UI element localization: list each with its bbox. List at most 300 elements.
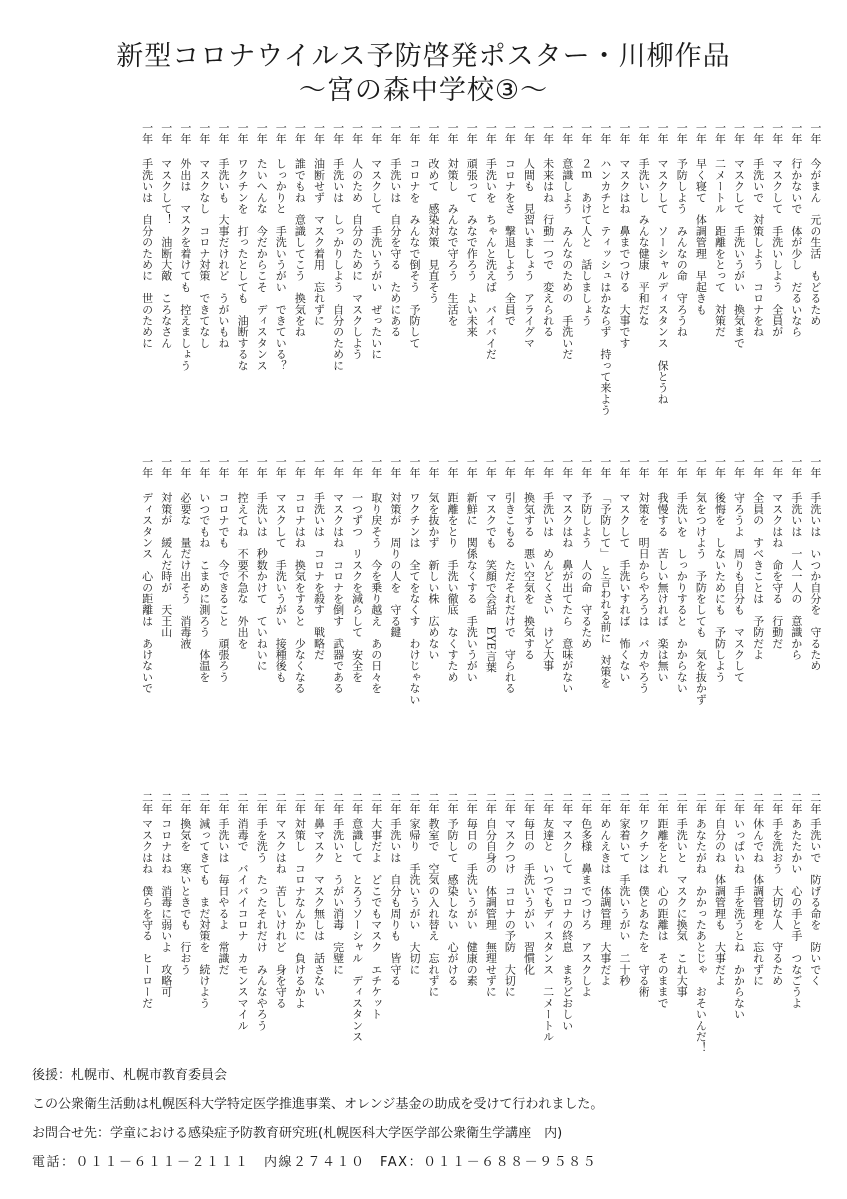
senryu-verse: 油断せず マスク着用 忘れずに	[312, 158, 326, 326]
phone-line: 電話：０１１－６１１－２１１１ 内線２７４１０ FAX：０１１－６８８－９５８５	[32, 1155, 598, 1170]
senryu-column	[367, 456, 386, 781]
senryu-column	[730, 456, 749, 781]
senryu-verse: マスクして 手洗いうがい ぜったいに	[369, 158, 383, 360]
senryu-column	[558, 456, 577, 781]
grade-label: 二年	[732, 792, 746, 814]
senryu-column	[176, 122, 195, 440]
grade-label: 一年	[808, 122, 822, 144]
senryu-verse: 家着いて 手洗いうがい 二十秒	[617, 818, 631, 986]
grade-label: 二年	[312, 792, 326, 814]
senryu-verse: 手洗いは しっかりしよう 自分のために	[331, 158, 345, 371]
senryu-verse: マスクでも 笑顔で会話 EYE言葉	[484, 492, 498, 673]
senryu-column	[806, 456, 825, 781]
senryu-column	[443, 122, 462, 440]
senryu-verse: 距離をとれ 心の距離は そのままで	[656, 818, 670, 1009]
grade-label: 二年	[236, 792, 250, 814]
grade-label: 一年	[713, 456, 727, 478]
senryu-column	[405, 792, 424, 1072]
senryu-column	[233, 456, 252, 781]
grade-label: 一年	[789, 122, 803, 144]
senryu-column	[500, 456, 519, 781]
grade-label: 一年	[675, 122, 689, 144]
senryu-column	[615, 456, 634, 781]
senryu-column	[309, 792, 328, 1072]
senryu-column	[653, 456, 672, 781]
senryu-verse: 手洗いを しっかりすると かからない	[675, 492, 689, 694]
grade-label: 一年	[560, 122, 574, 144]
grade-label: 一年	[522, 122, 536, 144]
senryu-verse: 意識して とろうソーシャル ディスタンス	[350, 818, 364, 1042]
senryu-verse: 今がまん 元の生活 もどるため	[808, 158, 822, 326]
senryu-verse: 換気を 寒いときでも 行おう	[178, 818, 192, 975]
grade-label: 一年	[446, 456, 460, 478]
senryu-verse: 全員の すべきことは 予防だよ	[751, 492, 765, 660]
funding-line: この公衆衛生活動は札幌医科大学特定医学推進事業、オレンジ基金の助成を受けて行われました。	[32, 1097, 604, 1112]
senryu-column	[214, 122, 233, 440]
senryu-column	[195, 792, 214, 1072]
grade-label: 一年	[503, 456, 517, 478]
grade-label: 一年	[465, 122, 479, 144]
senryu-column	[596, 122, 615, 440]
senryu-column	[558, 122, 577, 440]
senryu-verse: 人間も 見習いましょう アライグマ	[522, 158, 536, 349]
senryu-verse: 減ってきても まだ対策を 続けよう	[197, 818, 211, 1009]
senryu-verse: 予防しよう みんなの命 守ろうね	[675, 158, 689, 338]
senryu-column	[596, 456, 615, 781]
senryu-column	[386, 456, 405, 781]
senryu-column	[138, 792, 157, 1072]
senryu-column	[367, 122, 386, 440]
senryu-verse: 毎日の 手洗いうがい 健康の素	[465, 818, 479, 986]
senryu-verse: 手洗いは 秒数かけて ていねいに	[255, 492, 269, 672]
senryu-column	[462, 792, 481, 1072]
senryu-verse: 対策が 周りの人を 守る鍵	[388, 492, 402, 638]
senryu-verse: 換気する 悪い空気を 換気する	[522, 492, 536, 660]
senryu-verse: あたたかい 心の手と手 つなごうよ	[789, 818, 803, 1009]
grade-label: 一年	[293, 456, 307, 478]
grade-label: 二年	[770, 792, 784, 814]
senryu-column	[768, 456, 787, 781]
senryu-verse: 二メートル 距離をとって 対策だ	[713, 158, 727, 338]
senryu-verse: いっぱいね 手を洗うとね かからない	[732, 818, 746, 1020]
senryu-column	[138, 122, 157, 440]
grade-label: 一年	[694, 122, 708, 144]
senryu-column	[252, 792, 271, 1072]
grade-label: 二年	[446, 792, 460, 814]
senryu-verse: マスクはね コロナを倒す 武器である	[331, 492, 345, 694]
senryu-verse: 引きこもる ただそれだけで 守られる	[503, 492, 517, 694]
senryu-column	[634, 792, 653, 1072]
grade-label: 一年	[617, 456, 631, 478]
senryu-verse: 誰でもね 意識してこう 換気をね	[293, 158, 307, 338]
senryu-column	[424, 456, 443, 781]
senryu-column	[577, 456, 596, 781]
senryu-verse: 改めて 感染対策 見直そう	[427, 158, 441, 304]
grade-label: 二年	[197, 792, 211, 814]
senryu-column	[252, 456, 271, 781]
senryu-verse: ワクチンは 全てをなくす わけじゃない	[407, 492, 421, 705]
senryu-column	[596, 792, 615, 1072]
grade-label: 一年	[236, 456, 250, 478]
grade-label: 一年	[446, 122, 460, 144]
senryu-verse: 休んでね 体調管理を 忘れずに	[751, 818, 765, 986]
senryu-verse: 手を洗おう 大切な人 守るため	[770, 818, 784, 986]
senryu-column	[329, 456, 348, 781]
senryu-column	[749, 456, 768, 781]
senryu-column	[348, 456, 367, 781]
senryu-verse: 取り戻そう 今を乗り越え あの日々を	[369, 492, 383, 694]
senryu-verse: ワクチンを 打ったとしても 油断するな	[236, 158, 250, 371]
senryu-verse: たいへんな 今だからこそ ディスタンス	[255, 158, 269, 371]
senryu-verse: 自分自身の 体調管理 無理せずに	[484, 818, 498, 998]
senryu-verse: 手洗いし みんな健康 平和だな	[637, 158, 651, 326]
senryu-verse: マスクして 手洗いうがい 換気まで	[732, 158, 746, 349]
grade-label: 二年	[656, 792, 670, 814]
senryu-verse: 距離をとり 手洗い徹底 なくすため	[446, 492, 460, 683]
senryu-verse: 外出は マスクを着けても 控えましょう	[178, 158, 192, 371]
senryu-column	[424, 122, 443, 440]
senryu-verse: 気を抜かず 新しい株 広めない	[427, 492, 441, 660]
senryu-column	[520, 122, 539, 440]
grade-label: 一年	[617, 122, 631, 144]
senryu-column	[787, 122, 806, 440]
senryu-column	[271, 456, 290, 781]
senryu-column	[462, 456, 481, 781]
senryu-verse: マスクはね 苦しいけれど 身を守る	[274, 818, 288, 1009]
senryu-column	[290, 456, 309, 781]
senryu-verse: コロナはね 消毒に弱いよ 攻略可	[159, 818, 173, 998]
senryu-verse: 未来はね 行動一つで 変えられる	[541, 158, 555, 338]
senryu-verse: 消毒で バイバイコロナ カモンスマイル	[236, 818, 250, 1031]
senryu-verse: ディスタンス 心の距離は あけないで	[140, 492, 154, 694]
senryu-column	[195, 122, 214, 440]
grade-label: 一年	[427, 456, 441, 478]
senryu-column	[730, 122, 749, 440]
grade-label: 一年	[789, 456, 803, 478]
senryu-column	[730, 792, 749, 1072]
senryu-verse: 手洗いは 自分のために 世のために	[140, 158, 154, 349]
grade-label: 一年	[522, 456, 536, 478]
senryu-column	[462, 122, 481, 440]
grade-label: 二年	[675, 792, 689, 814]
grade-label: 二年	[293, 792, 307, 814]
grade-label: 一年	[331, 122, 345, 144]
senryu-column	[176, 456, 195, 781]
senryu-column	[386, 792, 405, 1072]
page-title: 新型コロナウイルス予防啓発ポスター・川柳作品	[116, 41, 731, 72]
senryu-column	[615, 792, 634, 1072]
senryu-verse: 手洗いを ちゃんと洗えば バイバイだ	[484, 158, 498, 360]
senryu-column	[138, 456, 157, 781]
grade-label: 一年	[388, 122, 402, 144]
senryu-column	[329, 792, 348, 1072]
senryu-column	[520, 456, 539, 781]
grade-label: 一年	[503, 122, 517, 144]
senryu-section-2	[138, 456, 825, 781]
grade-label: 二年	[694, 792, 708, 814]
grade-label: 一年	[637, 122, 651, 144]
senryu-verse: 色多様 鼻までつけろ アスクしよ	[579, 818, 593, 998]
senryu-column	[233, 122, 252, 440]
grade-label: 一年	[159, 122, 173, 144]
grade-label: 一年	[350, 122, 364, 144]
senryu-column	[405, 122, 424, 440]
grade-label: 二年	[274, 792, 288, 814]
senryu-section-1	[138, 122, 825, 440]
senryu-verse: 必要な 量だけ出そう 消毒液	[178, 492, 192, 649]
grade-label: 一年	[350, 456, 364, 478]
grade-label: 一年	[197, 122, 211, 144]
senryu-column	[539, 456, 558, 781]
grade-label: 二年	[522, 792, 536, 814]
grade-label: 一年	[579, 456, 593, 478]
grade-label: 一年	[331, 456, 345, 478]
senryu-verse: 一つずつ リスクを減らして 安全を	[350, 492, 364, 683]
grade-label: 二年	[579, 792, 593, 814]
senryu-column	[577, 792, 596, 1072]
grade-label: 一年	[217, 122, 230, 144]
grade-label: 二年	[484, 792, 498, 814]
contact-line: お問合せ先：学童における感染症予防教育研究班(札幌医科大学医学部公衆衛生学講座 内)	[32, 1126, 563, 1141]
grade-label: 二年	[350, 792, 364, 814]
grade-label: 一年	[656, 122, 670, 144]
senryu-column	[558, 792, 577, 1072]
senryu-column	[749, 792, 768, 1072]
senryu-column	[634, 456, 653, 781]
grade-label: 一年	[732, 122, 746, 144]
grade-label: 一年	[465, 456, 479, 478]
senryu-column	[405, 456, 424, 781]
senryu-column	[252, 122, 271, 440]
senryu-column	[806, 122, 825, 440]
senryu-verse: 人のため 自分のために マスクしよう	[350, 158, 364, 360]
senryu-verse: 気をつけよう 予防をしても 気を抜かず	[694, 492, 708, 705]
grade-label: 一年	[484, 456, 498, 478]
grade-label: 一年	[274, 122, 288, 144]
grade-label: 一年	[541, 122, 555, 144]
grade-label: 一年	[598, 122, 612, 144]
senryu-column	[539, 122, 558, 440]
grade-label: 二年	[255, 792, 269, 814]
senryu-column	[615, 122, 634, 440]
senryu-verse: マスクはね 命を守る 行動だ	[770, 492, 784, 649]
grade-label: 二年	[713, 792, 727, 814]
senryu-verse: マスクつけ コロナの予防 大切に	[503, 818, 517, 998]
grade-label: 一年	[236, 122, 250, 144]
grade-label: 一年	[274, 456, 288, 478]
senryu-column	[787, 456, 806, 781]
senryu-column	[214, 456, 233, 781]
grade-label: 一年	[369, 122, 383, 144]
senryu-column	[520, 792, 539, 1072]
grade-label: 一年	[751, 122, 765, 144]
senryu-verse: ２ｍ あけて人と 話しましょう	[579, 158, 593, 326]
grade-label: 二年	[808, 792, 822, 814]
senryu-verse: 行かないで 体が少し だるいなら	[789, 158, 803, 338]
grade-label: 二年	[503, 792, 517, 814]
senryu-verse: めんえきは 体調管理 大事だよ	[598, 818, 612, 986]
senryu-column	[271, 122, 290, 440]
senryu-column	[367, 792, 386, 1072]
senryu-verse: 守ろうよ 周りも自分も マスクして	[732, 492, 746, 683]
senryu-verse: 我慢する 苦しい無ければ 楽は無い	[656, 492, 670, 683]
senryu-verse: マスクして ソーシャルディスタンス 保とうね	[656, 158, 670, 405]
senryu-column	[653, 122, 672, 440]
senryu-column	[691, 792, 710, 1072]
grade-label: 二年	[331, 792, 345, 814]
grade-label: 一年	[579, 122, 593, 144]
senryu-verse: コロナをさ 撃退しよう 全員で	[503, 158, 517, 326]
grade-label: 二年	[217, 792, 230, 814]
grade-label: 二年	[388, 792, 402, 814]
senryu-verse: 手を洗う たったそれだけ みんなやろう	[255, 818, 269, 1031]
grade-label: 一年	[637, 456, 651, 478]
grade-label: 二年	[178, 792, 192, 814]
senryu-verse: 手洗いは コロナを殺す 戦略だ	[312, 492, 326, 660]
grade-label: 一年	[541, 456, 555, 478]
senryu-column	[481, 122, 500, 440]
grade-label: 一年	[770, 456, 784, 478]
senryu-verse: マスクはね 僕らを守る ヒーローだ	[140, 818, 154, 1009]
grade-label: 一年	[388, 456, 402, 478]
senryu-column	[348, 792, 367, 1072]
senryu-verse: 教室で 空気の入れ替え 忘れずに	[427, 818, 441, 998]
grade-label: 一年	[694, 456, 708, 478]
senryu-column	[806, 792, 825, 1072]
senryu-column	[672, 122, 691, 440]
senryu-column	[424, 792, 443, 1072]
senryu-verse: 手洗いも 大事だけれど うがいもね	[217, 158, 230, 349]
senryu-column	[271, 792, 290, 1072]
senryu-verse: 早く寝て 体調管理 早起きも	[694, 158, 708, 315]
senryu-verse: いつでもね こまめに測ろう 体温を	[197, 492, 211, 683]
footer	[32, 1061, 832, 1177]
grade-label: 一年	[770, 122, 784, 144]
senryu-column	[691, 122, 710, 440]
grade-label: 二年	[560, 792, 574, 814]
senryu-verse: 手洗いは 一人一人の 意識から	[789, 492, 803, 660]
grade-label: 二年	[751, 792, 765, 814]
grade-label: 二年	[159, 792, 173, 814]
senryu-column	[539, 792, 558, 1072]
grade-label: 一年	[598, 456, 612, 478]
grade-label: 一年	[407, 122, 421, 144]
grade-label: 一年	[751, 456, 765, 478]
senryu-column	[290, 792, 309, 1072]
senryu-verse: 手洗いで 対策しよう コロナをね	[751, 158, 765, 338]
grade-label: 一年	[312, 122, 326, 144]
senryu-verse: 「予防して」 と言われる前に 対策を	[598, 492, 612, 689]
grade-label: 一年	[178, 122, 192, 144]
senryu-verse: 友達と いつでもディスタンス 二メートル	[541, 818, 555, 1042]
senryu-column	[481, 792, 500, 1072]
grade-label: 二年	[541, 792, 555, 814]
grade-label: 一年	[197, 456, 211, 478]
grade-label: 一年	[217, 456, 230, 478]
senryu-verse: 対策し コロナなんかに 負けるかよ	[293, 818, 307, 1009]
senryu-column	[176, 792, 195, 1072]
senryu-verse: マスクはね 鼻が出てたら 意味がない	[560, 492, 574, 694]
senryu-verse: 手洗いは 毎日やるよ 常識だ	[217, 818, 230, 975]
senryu-column	[500, 122, 519, 440]
grade-label: 二年	[407, 792, 421, 814]
senryu-verse: 自分のね 体調管理も 大事だよ	[713, 818, 727, 986]
grade-label: 二年	[637, 792, 651, 814]
grade-label: 一年	[732, 456, 746, 478]
senryu-verse: マスクして 手洗いすれば 怖くない	[617, 492, 631, 683]
grade-label: 一年	[407, 456, 421, 478]
senryu-verse: 予防して 感染しない 心がける	[446, 818, 460, 986]
senryu-verse: コロナはね 換気をすると 少なくなる	[293, 492, 307, 694]
senryu-verse: 後悔を しないためにも 予防しよう	[713, 492, 727, 683]
grade-label: 二年	[427, 792, 441, 814]
senryu-verse: 手洗いは いつか自分を 守るため	[808, 492, 822, 672]
senryu-column	[710, 456, 729, 781]
senryu-verse: 手洗いと うがい消毒 完璧に	[331, 818, 345, 975]
grade-label: 一年	[178, 456, 192, 478]
senryu-column	[577, 122, 596, 440]
senryu-verse: 手洗いと マスクに換気 これ大事	[675, 818, 689, 998]
senryu-column	[348, 122, 367, 440]
senryu-verse: 家帰り 手洗いうがい 大切に	[407, 818, 421, 975]
senryu-verse: コロナを みんなで倒そう 予防して	[407, 158, 421, 349]
senryu-verse: ワクチンは 僕とあなたを 守る術	[637, 818, 651, 998]
senryu-verse: 新鮮に 関係なくする 手洗いうがい	[465, 492, 479, 683]
senryu-verse: 対策を 明日からやろうは バカやろう	[637, 492, 651, 694]
grade-label: 一年	[484, 122, 498, 144]
senryu-verse: 鼻マスク マスク無しは 話さない	[312, 818, 326, 998]
senryu-column	[787, 792, 806, 1072]
grade-label: 一年	[560, 456, 574, 478]
grade-label: 一年	[140, 122, 154, 144]
senryu-column	[691, 456, 710, 781]
senryu-verse: 予防しよう 人の命 守るため	[579, 492, 593, 649]
grade-label: 一年	[656, 456, 670, 478]
senryu-section-3	[138, 792, 825, 1072]
senryu-verse: 控えてね 不要不急な 外出を	[236, 492, 250, 649]
grade-label: 一年	[293, 122, 307, 144]
senryu-verse: 手洗いで 防げる命を 防いでく	[808, 818, 822, 986]
senryu-verse: マスクして！ 油断大敵 ころなさん	[159, 158, 173, 349]
senryu-column	[309, 456, 328, 781]
senryu-verse: 意識しよう みんなのための 手洗いだ	[560, 158, 574, 360]
sponsor-line: 後援：札幌市、札幌市教育委員会	[32, 1068, 228, 1083]
senryu-column	[233, 792, 252, 1072]
senryu-column	[443, 456, 462, 781]
senryu-column	[710, 122, 729, 440]
senryu-column	[749, 122, 768, 440]
senryu-column	[710, 792, 729, 1072]
senryu-verse: コロナでも 今できること 頑張ろう	[217, 492, 230, 683]
senryu-verse: 対策し みんなで守ろう 生活を	[446, 158, 460, 326]
senryu-column	[157, 792, 176, 1072]
grade-label: 一年	[255, 122, 269, 144]
senryu-column	[634, 122, 653, 440]
senryu-column	[500, 792, 519, 1072]
senryu-verse: マスクして 手洗いうがい 接種後も	[274, 492, 288, 683]
senryu-verse: 大事だよ どこでもマスク エチケット	[369, 818, 383, 1020]
senryu-column	[768, 792, 787, 1072]
senryu-verse: 手洗いは めんどくさい けど大事	[541, 492, 555, 672]
senryu-column	[329, 122, 348, 440]
grade-label: 一年	[427, 122, 441, 144]
grade-label: 一年	[713, 122, 727, 144]
senryu-column	[653, 792, 672, 1072]
grade-label: 二年	[598, 792, 612, 814]
senryu-column	[157, 122, 176, 440]
grade-label: 一年	[369, 456, 383, 478]
senryu-column	[214, 792, 233, 1072]
